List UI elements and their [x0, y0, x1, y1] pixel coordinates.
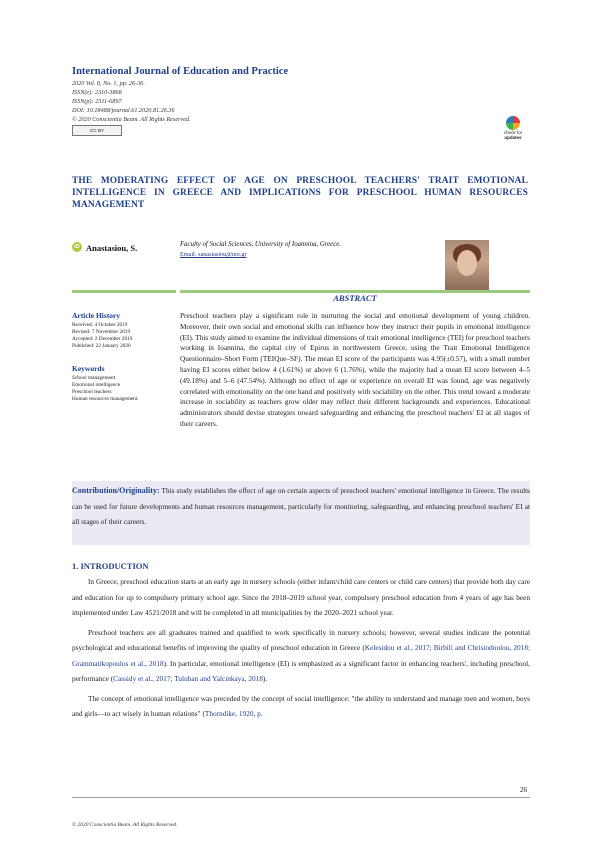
orcid-icon[interactable]: iD: [72, 242, 82, 252]
cc-license-badge[interactable]: [72, 125, 122, 136]
intro-p2-text-b: ). In particular, emotional intelligence (EI) is emphasized as a significant factor in enhancing teachers', including preschool, performance (: [72, 658, 530, 683]
abstract-text: Preschool teachers play a significant role in nurturing the social and emotional development of young children. Moreover, their own social and emotional skills can influence how they instruct their pupils in emotional intelligence (EI). This study aimed to examine the individual dimensions of trait emotional intelligence (TEI) for preschool teachers working in Ioannina, the capital city of Epirus in northwestern Greece, using the Trait Emotional Intelligence Questionnaire–Short Form (TEIQue–SF). The mean EI score of the participants was 4.95(±0.57), with a small number having EI scores either below 4 (1.61%) or above 6 (1.76%), while the majority had a mean EI score between 4–5 (49.18%) and 5–6 (47.54%). Although no effect of age or experience on overall EI was found, age was negatively correlated with emotionality on the one hand and positively with sociability on the other. This trend toward a moderate increase in sociability as teachers grow older may reflect their different backgrounds and experiences. Educational administrators should devise strategies toward safeguarding and enhancing the preschool teachers' EI at all stages of their careers.: [180, 311, 530, 428]
introduction-body: [72, 574, 530, 726]
keywords-heading: Keywords: [72, 364, 105, 373]
contribution-text: [72, 483, 530, 530]
check-updates-line2: updates: [504, 135, 522, 140]
author-email[interactable]: Email: sanastasiou@uoi.gr: [180, 251, 247, 258]
contribution-body: This study establishes the effect of age on certain aspects of preschool teachers' emotional intelligence in Greece. The results can be used for future developments and human resources management, particularly for monitoring, safeguarding, and enhancing preschool teachers' EI at all stages of their careers.: [72, 486, 530, 526]
author-photo: [445, 240, 489, 290]
paper-title: THE MODERATING EFFECT OF AGE ON PRESCHOOL TEACHERS' TRAIT EMOTIONAL INTELLIGENCE IN GREECE AND IMPLICATIONS FOR PRESCHOOL HUMAN RESOURCES MANAGEMENT: [72, 176, 528, 210]
article-history-heading: Article History: [72, 311, 121, 320]
check-for-updates-badge[interactable]: [496, 116, 530, 138]
journal-copyright: © 2020 Conscientia Beam. All Rights Reserved.: [72, 116, 191, 123]
history-published: Published: 22 January 2020: [72, 343, 131, 349]
check-updates-line1: check for: [503, 130, 523, 135]
contribution-label: Contribution/Originality:: [72, 486, 160, 495]
author-photo-face: [457, 250, 477, 276]
footer-copyright: © 2020 Conscientia Beam. All Rights Reserved.: [72, 822, 178, 828]
keyword-item: Preschool teachers: [72, 389, 112, 395]
intro-paragraph-2: [72, 625, 530, 687]
intro-p3-text: The concept of emotional intelligence was preceded by the concept of social intelligence: "the ability to understand and manage men and women, boys and girls—to act wisely in human relations" (: [72, 693, 530, 718]
author-name: Anastasiou, S.: [86, 243, 138, 253]
history-accepted: Accepted: 2 December 2019: [72, 336, 133, 342]
journal-doi[interactable]: DOI: 10.18488/journal.61.2020.81.26.36: [72, 107, 175, 114]
keyword-item: Emotional intelligence: [72, 382, 121, 388]
journal-issn-p: ISSN(p): 2311-6897: [72, 98, 122, 105]
keyword-item: School management: [72, 375, 116, 381]
citation-link[interactable]: Kelesidou et al., 2017; Birbili and Christodoulou, 2018; Grammatikopoulos et al., 2018: [72, 643, 530, 668]
abstract-heading: ABSTRACT: [333, 293, 377, 303]
citation-link[interactable]: Cassidy et al., 2017; Tuluhan and Yalcinkaya, 2018: [113, 674, 263, 683]
intro-paragraph-3: [72, 691, 530, 722]
intro-p2-text-a: Preschool teachers are all graduates trained and qualified to work specifically in nursery schools; however, several studies indicate the potential psychological and educational benefits of improving the quality of preschool education in Greece (: [72, 627, 530, 652]
author-affiliation: Faculty of Social Sciences, University of Ioannina, Greece.: [180, 241, 341, 248]
cc-license-label: CC BY: [90, 128, 104, 133]
journal-title: International Journal of Education and Practice: [72, 66, 289, 77]
history-received: Received: 4 October 2019: [72, 322, 128, 328]
journal-issue: 2020 Vol. 8, No. 1, pp. 26-36.: [72, 80, 145, 87]
citation-link[interactable]: Thorndike, 1920, p.: [204, 709, 263, 718]
page-number: 26: [520, 786, 527, 794]
journal-issn-e: ISSN(e): 2310-3868: [72, 89, 122, 96]
intro-p2-text-c: ).: [262, 674, 268, 683]
keyword-item: Human resources management.: [72, 396, 139, 402]
check-updates-icon: [506, 116, 520, 130]
footer-divider: [72, 797, 530, 798]
intro-paragraph-1: In Greece, preschool education starts at an early age in nursery schools (either infant/child care centers or child care centers) that provide both day care and education for up to compulsory primary school age. Since the 2018–2019 school year, compulsory preschool education from 4 years of age has been implemented under Law 4521/2018 and will be completed in all municipalities by the 2020–2021 school year.: [72, 577, 530, 617]
sidebar-divider: [72, 290, 176, 293]
history-revised: Revised: 7 November 2019: [72, 329, 131, 335]
introduction-heading: 1. INTRODUCTION: [72, 561, 149, 571]
